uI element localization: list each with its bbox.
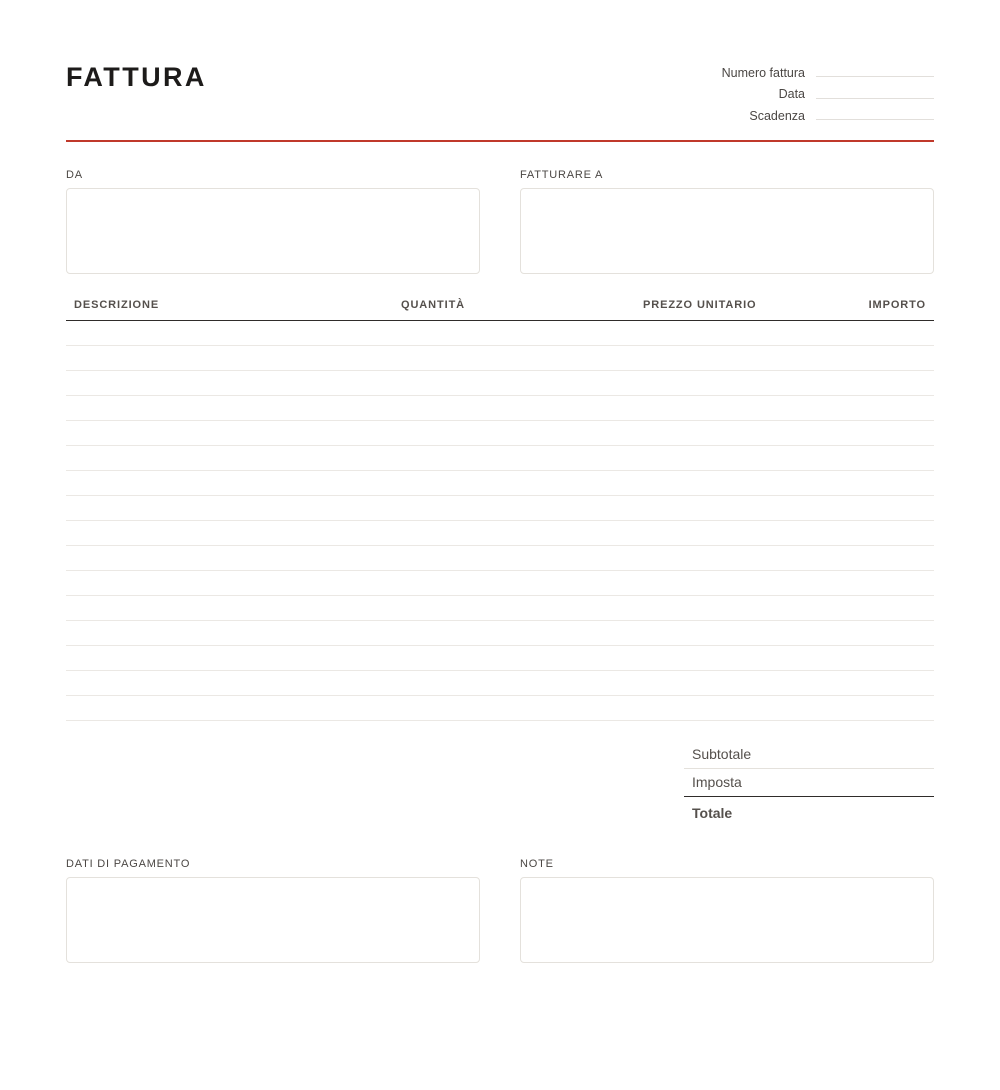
invoice-title: FATTURA <box>66 62 207 92</box>
table-row[interactable] <box>66 521 934 546</box>
table-row[interactable] <box>66 571 934 596</box>
table-row[interactable] <box>66 346 934 371</box>
totals-block <box>684 740 934 828</box>
due-date-row <box>640 105 934 127</box>
from-label: DA <box>66 169 83 181</box>
tax-row <box>684 769 934 798</box>
table-row[interactable] <box>66 321 934 346</box>
payment-details-label: DATI DI PAGAMENTO <box>66 858 191 870</box>
header-divider <box>66 140 934 142</box>
column-quantity: QUANTITÀ <box>401 299 466 311</box>
items-table-body <box>66 321 934 721</box>
table-row[interactable] <box>66 446 934 471</box>
table-row[interactable] <box>66 371 934 396</box>
invoice-meta <box>640 62 934 127</box>
tax-label: Imposta <box>692 774 742 791</box>
invoice-number-label: Numero fattura <box>721 65 805 80</box>
subtotal-label: Subtotale <box>692 745 752 762</box>
table-row[interactable] <box>66 546 934 571</box>
from-field[interactable] <box>66 188 480 274</box>
table-row[interactable] <box>66 696 934 721</box>
date-label: Data <box>778 87 805 102</box>
column-unit-price: PREZZO UNITARIO <box>643 299 757 311</box>
table-row[interactable] <box>66 421 934 446</box>
bill-to-label: FATTURARE A <box>520 169 604 181</box>
total-row <box>684 799 934 828</box>
due-date-field[interactable] <box>816 119 934 120</box>
invoice-number-row <box>640 62 934 84</box>
due-date-label: Scadenza <box>749 108 805 123</box>
date-row <box>640 84 934 106</box>
column-description: DESCRIZIONE <box>74 299 160 311</box>
notes-label: NOTE <box>520 858 554 870</box>
total-label: Totale <box>692 805 733 822</box>
table-row[interactable] <box>66 596 934 621</box>
invoice-number-field[interactable] <box>816 76 934 77</box>
date-field[interactable] <box>816 98 934 99</box>
column-amount: IMPORTO <box>868 299 926 311</box>
table-row[interactable] <box>66 396 934 421</box>
table-row[interactable] <box>66 671 934 696</box>
payment-details-field[interactable] <box>66 877 480 963</box>
bill-to-field[interactable] <box>520 188 934 274</box>
table-row[interactable] <box>66 646 934 671</box>
items-table-header <box>66 299 934 321</box>
subtotal-row <box>684 740 934 769</box>
table-row[interactable] <box>66 496 934 521</box>
notes-field[interactable] <box>520 877 934 963</box>
table-row[interactable] <box>66 621 934 646</box>
table-row[interactable] <box>66 471 934 496</box>
